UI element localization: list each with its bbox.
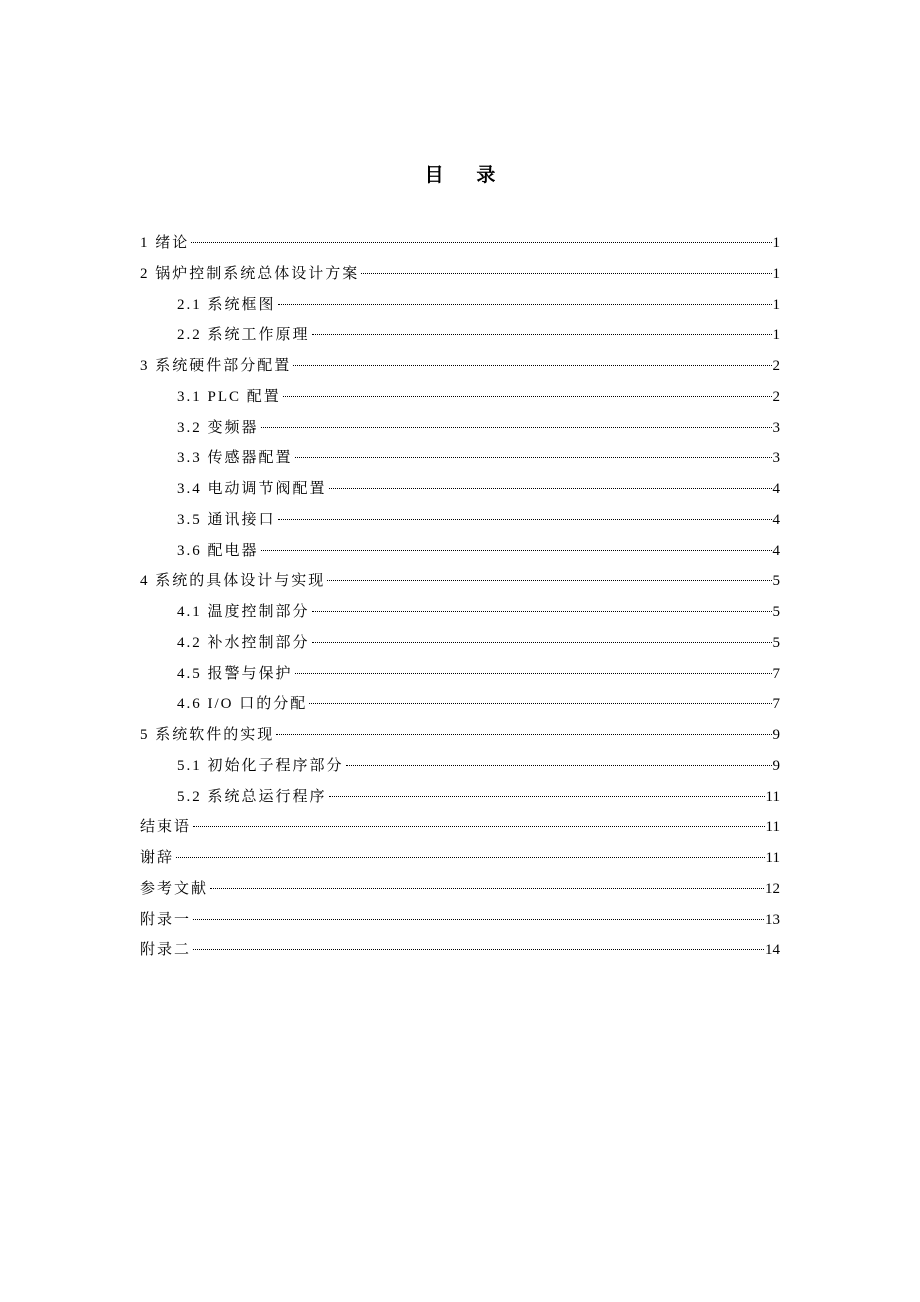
table-of-contents	[140, 228, 780, 966]
toc-dot-leader	[327, 580, 771, 581]
toc-entry[interactable]	[140, 443, 780, 474]
toc-dot-leader	[193, 919, 764, 920]
toc-entry-label: 参考文献	[140, 880, 209, 897]
toc-dot-leader	[293, 365, 771, 366]
toc-entry-page-number: 11	[765, 819, 780, 836]
toc-entry-page-number: 9	[772, 757, 780, 774]
toc-entry-page-number: 4	[772, 542, 780, 559]
toc-entry[interactable]	[140, 413, 780, 444]
toc-entry-label: 2.2 系统工作原理	[177, 327, 310, 344]
toc-entry-page-number: 11	[765, 788, 780, 805]
toc-dot-leader	[312, 334, 772, 335]
toc-entry[interactable]	[140, 689, 780, 720]
toc-entry-label: 3 系统硬件部分配置	[140, 358, 292, 374]
toc-entry-page-number: 5	[772, 573, 780, 590]
toc-entry[interactable]	[140, 320, 780, 351]
toc-entry[interactable]	[140, 782, 780, 813]
toc-entry-label: 4.1 温度控制部分	[177, 604, 310, 620]
toc-entry[interactable]	[140, 382, 780, 413]
toc-entry-label: 5.1 初始化子程序部分	[177, 757, 344, 774]
toc-entry[interactable]	[140, 505, 780, 536]
toc-entry-label: 结束语	[140, 819, 192, 836]
toc-entry-page-number: 14	[765, 942, 780, 959]
toc-entry[interactable]	[140, 659, 780, 690]
toc-entry-label: 附录二	[140, 942, 192, 959]
toc-entry-page-number: 12	[765, 880, 780, 897]
toc-entry-page-number: 1	[772, 235, 780, 251]
toc-entry[interactable]	[140, 751, 780, 782]
toc-dot-leader	[295, 673, 772, 674]
toc-dot-leader	[278, 519, 772, 520]
toc-entry[interactable]	[140, 720, 780, 751]
toc-dot-leader	[176, 857, 765, 858]
toc-dot-leader	[361, 273, 771, 274]
toc-dot-leader	[346, 765, 772, 766]
toc-entry[interactable]	[140, 597, 780, 628]
toc-entry-label: 4.5 报警与保护	[177, 665, 293, 682]
toc-dot-leader	[312, 611, 772, 612]
toc-entry[interactable]	[140, 843, 780, 874]
toc-dot-leader	[329, 488, 772, 489]
toc-entry-page-number: 3	[772, 450, 780, 467]
toc-dot-leader	[261, 427, 772, 428]
toc-entry[interactable]	[140, 259, 780, 290]
toc-entry-label: 3.3 传感器配置	[177, 450, 293, 467]
toc-dot-leader	[283, 396, 772, 397]
toc-title: 目 录	[424, 165, 510, 186]
toc-dot-leader	[210, 888, 764, 889]
toc-entry[interactable]	[140, 566, 780, 597]
toc-entry[interactable]	[140, 228, 780, 259]
toc-entry-label: 谢辞	[140, 850, 175, 866]
toc-entry-label: 5 系统软件的实现	[140, 727, 275, 743]
toc-entry-label: 4.2 补水控制部分	[177, 634, 310, 651]
toc-entry-label: 3.6 配电器	[177, 542, 259, 559]
toc-entry-page-number: 11	[765, 850, 780, 866]
toc-dot-leader	[278, 304, 772, 305]
toc-entry[interactable]	[140, 351, 780, 382]
toc-dot-leader	[261, 550, 772, 551]
toc-entry-page-number: 5	[772, 634, 780, 651]
toc-entry-page-number: 7	[772, 665, 780, 682]
toc-entry-page-number: 4	[772, 511, 780, 528]
toc-entry[interactable]	[140, 536, 780, 567]
toc-entry[interactable]	[140, 905, 780, 936]
toc-entry-page-number: 2	[772, 388, 780, 405]
toc-dot-leader	[193, 826, 765, 827]
toc-entry-page-number: 1	[772, 327, 780, 344]
toc-entry-page-number: 3	[772, 419, 780, 436]
toc-entry-label: 3.5 通讯接口	[177, 511, 276, 528]
toc-entry-label: 5.2 系统总运行程序	[177, 788, 327, 805]
toc-entry-label: 4.6 I/O 口的分配	[177, 696, 308, 713]
toc-entry-page-number: 9	[772, 727, 780, 743]
toc-entry-label: 3.4 电动调节阀配置	[177, 481, 327, 497]
toc-entry-label: 2.1 系统框图	[177, 296, 276, 313]
toc-dot-leader	[329, 796, 765, 797]
toc-entry-label: 2 锅炉控制系统总体设计方案	[140, 265, 360, 282]
toc-dot-leader	[191, 242, 771, 243]
toc-entry[interactable]	[140, 290, 780, 321]
toc-entry-page-number: 5	[772, 604, 780, 620]
toc-entry-page-number: 4	[772, 481, 780, 497]
toc-entry-page-number: 1	[772, 265, 780, 282]
toc-dot-leader	[276, 734, 771, 735]
toc-entry-label: 附录一	[140, 911, 192, 928]
toc-entry[interactable]	[140, 474, 780, 505]
toc-entry[interactable]	[140, 935, 780, 966]
toc-entry[interactable]	[140, 812, 780, 843]
toc-entry-label: 1 绪论	[140, 235, 190, 251]
toc-entry[interactable]	[140, 628, 780, 659]
toc-entry-page-number: 2	[772, 358, 780, 374]
toc-entry-label: 4 系统的具体设计与实现	[140, 573, 326, 590]
toc-entry-page-number: 1	[772, 296, 780, 313]
toc-entry-label: 3.1 PLC 配置	[177, 388, 281, 405]
toc-dot-leader	[193, 949, 764, 950]
toc-entry-page-number: 13	[765, 911, 780, 928]
toc-entry-label: 3.2 变频器	[177, 419, 259, 436]
toc-entry-page-number: 7	[772, 696, 780, 713]
toc-entry[interactable]	[140, 874, 780, 905]
toc-dot-leader	[312, 642, 772, 643]
toc-dot-leader	[295, 457, 772, 458]
toc-dot-leader	[309, 703, 771, 704]
